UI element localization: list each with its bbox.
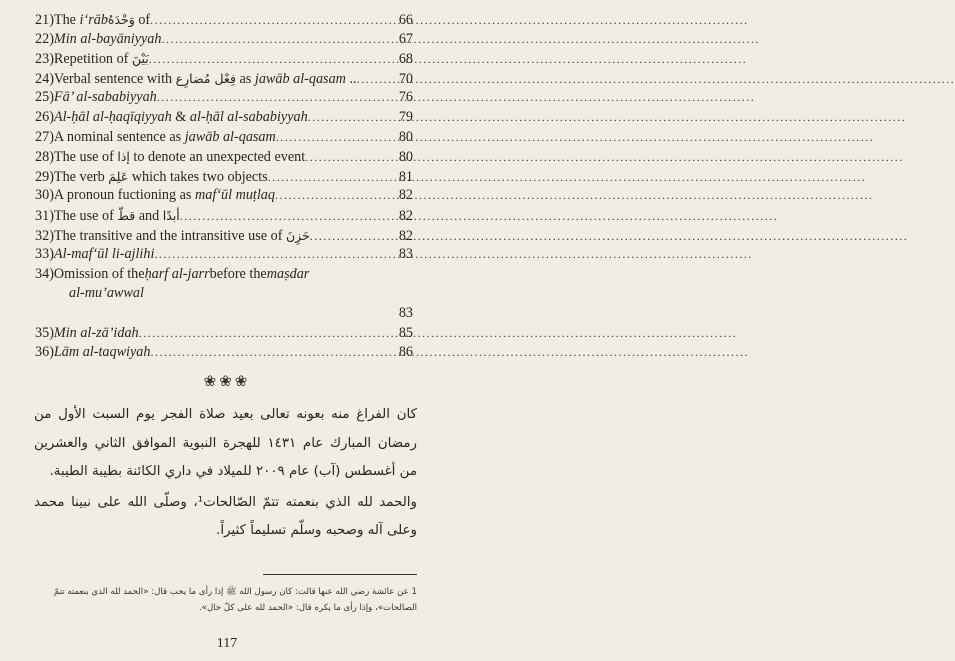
arabic-paragraph-2: والحمد لله الذي بنعمته تتمّ الصّالحات¹، وصلّى الله على نبينا محمد وعلى آله وصحبه وسلّم تسليماً كثيراً. <box>34 494 417 538</box>
toc-pre: Omission of the <box>53 265 145 282</box>
toc-page-number: 81 <box>398 168 413 185</box>
toc-page-number: 70 <box>398 70 413 87</box>
toc-it2: maf‘ūl muṭlaq <box>195 187 275 204</box>
toc-num: 22) <box>35 30 54 47</box>
toc-pre: The use of <box>53 207 118 224</box>
toc-entry <box>35 206 413 226</box>
toc-page-number: 66 <box>398 12 413 28</box>
toc-ar: إذا <box>117 149 130 165</box>
toc-num: 24) <box>35 70 54 87</box>
toc-post: to denote an unexpected event <box>129 149 306 166</box>
toc-it: Al-ḥāl al-ḥaqīqiyyah <box>53 108 172 125</box>
toc-post: before the <box>209 265 267 282</box>
toc-ar: حَزِنَ <box>285 227 310 243</box>
toc-page-number: 82 <box>398 207 413 224</box>
toc-num: 33) <box>35 246 54 263</box>
toc-entry-title <box>35 69 357 90</box>
toc-entry-title <box>35 324 139 344</box>
toc-entry <box>35 324 413 344</box>
toc-it: al-mu’awwal <box>69 285 144 302</box>
toc-num: 26) <box>35 108 54 125</box>
table-of-contents <box>35 10 413 363</box>
toc-it2: al-ḥāl al-sababiyyah <box>189 108 308 125</box>
dot-leader <box>276 128 397 148</box>
dot-leader <box>308 108 397 128</box>
toc-entry <box>35 343 413 363</box>
toc-it: Al-maf‘ūl li-ajlihi <box>53 246 155 263</box>
toc-post: & <box>171 108 190 125</box>
toc-page-number: 67 <box>398 30 413 47</box>
dot-leader <box>157 88 397 108</box>
toc-entry <box>35 88 413 108</box>
toc-post2: .. <box>345 70 357 87</box>
toc-num: 21) <box>35 12 54 28</box>
toc-num: 29) <box>35 168 54 185</box>
toc-it2: jawāb al-qasam <box>254 70 346 87</box>
toc-entry <box>35 265 413 285</box>
toc-num: 27) <box>35 128 54 145</box>
toc-pre: The transitive and the intransitive use of <box>53 227 286 244</box>
toc-entry-title <box>35 206 180 227</box>
arabic-closing-text <box>34 401 417 546</box>
toc-page-number: 82 <box>398 227 413 244</box>
page-number: 117 <box>216 636 238 651</box>
toc-entry <box>35 69 413 89</box>
toc-num: 30) <box>35 187 54 204</box>
toc-num: 34) <box>35 265 54 282</box>
toc-ar: عَلِمَ <box>108 168 129 184</box>
toc-entry-title <box>35 147 305 168</box>
toc-num: 32) <box>35 227 54 244</box>
toc-entry-title <box>35 245 154 265</box>
dot-leader <box>357 70 397 90</box>
toc-entry <box>35 108 413 128</box>
toc-entry <box>35 167 413 187</box>
toc-post: which takes two objects <box>128 168 268 185</box>
toc-num: 36) <box>35 344 54 361</box>
dot-leader <box>139 324 397 344</box>
toc-page-number: 79 <box>398 108 413 125</box>
toc-ar: وَحْدَهُ <box>107 12 135 27</box>
toc-num: 25) <box>35 89 54 106</box>
toc-entry-title <box>35 226 310 247</box>
dot-leader <box>150 343 396 363</box>
dot-leader <box>154 245 396 265</box>
toc-entry-title <box>35 108 308 128</box>
dot-leader <box>275 186 397 206</box>
footnote-divider <box>263 574 417 575</box>
toc-it: i‘rāb <box>79 12 108 28</box>
toc-it: maṣdar <box>266 265 310 282</box>
toc-num: 28) <box>35 149 54 166</box>
toc-num: 35) <box>35 324 54 341</box>
toc-ar: بَيْنَ <box>131 51 149 67</box>
toc-page-number: 82 <box>398 187 413 204</box>
toc-it: Fā’ al-sababiyyah <box>53 89 157 106</box>
toc-pre: The use of <box>53 149 118 166</box>
arabic-paragraph-1: كان الفراغ منه بعونه تعالى بعيد صلاة الفجر يوم السبت الأول من رمضان المبارك عام ١٤٣١ للهجرة النبوية الموافق الثاني والعشرين من أغسطس (آب) عام ٢٠٠٩ للميلاد في داري الكائنة بطيبة الطيبة. <box>34 407 417 479</box>
toc-page-number: 85 <box>398 324 413 341</box>
dot-leader <box>268 168 397 188</box>
toc-entry-title <box>35 10 150 31</box>
toc-it2: jawāb al-qasam <box>184 128 276 145</box>
toc-post: of <box>134 12 151 28</box>
toc-ar: قطّ <box>117 207 136 223</box>
toc-page-number: 83 <box>398 304 413 321</box>
toc-num: 31) <box>35 207 54 224</box>
toc-entry <box>35 245 413 265</box>
toc-it: ḥarf al-jarr <box>144 265 210 282</box>
flower-ornament: ❀❀❀ <box>203 372 251 390</box>
toc-entry <box>35 30 413 50</box>
dot-leader <box>180 207 397 227</box>
toc-page-number: 68 <box>398 51 413 68</box>
toc-entry <box>35 226 413 246</box>
toc-entry <box>35 128 413 148</box>
toc-entry <box>35 147 413 167</box>
toc-entry-title <box>35 186 275 206</box>
toc-post: as <box>235 70 255 87</box>
toc-entry-title <box>35 49 149 70</box>
toc-ar2: أبدًا <box>162 207 180 223</box>
toc-pre: Verbal sentence with <box>53 70 176 87</box>
toc-it: Min al-zā’idah <box>53 324 139 341</box>
dot-leader <box>310 227 397 247</box>
toc-entry-title <box>35 30 161 50</box>
toc-entry-continuation <box>35 284 413 304</box>
toc-page-number: 80 <box>398 149 413 166</box>
toc-page-number: 76 <box>398 89 413 106</box>
toc-it: Lām al-taqwiyah <box>53 344 151 361</box>
toc-page-number: 86 <box>398 344 413 361</box>
toc-entry <box>35 49 413 69</box>
dot-leader <box>161 30 396 50</box>
toc-entry <box>35 10 413 30</box>
toc-pre: Repetition of <box>53 51 132 68</box>
toc-ar: فِعْل مُضارِع <box>175 70 236 86</box>
toc-pre: The <box>53 12 80 28</box>
toc-page-number: 83 <box>398 246 413 263</box>
dot-leader <box>305 148 397 168</box>
toc-post: and <box>135 207 163 224</box>
toc-it: Min al-bayāniyyah <box>53 30 162 47</box>
toc-entry <box>35 304 413 324</box>
dot-leader <box>149 50 397 70</box>
dot-leader <box>150 11 397 31</box>
footnote: 1 عن عائشة رضي الله عنها قالت: كان رسول الله ﷺ إذا رأى ما يحب قال: «الحمد لله الذي بنعمته تتمّ الصالحات»، وإذا رأى ما يكره قال: «الحمد لله على كلّ حال». <box>53 587 417 613</box>
toc-pre: A nominal sentence as <box>53 128 185 145</box>
toc-pre: A pronoun fuctioning as <box>53 187 195 204</box>
toc-entry-title <box>35 343 150 363</box>
toc-num: 23) <box>35 51 54 68</box>
toc-entry-title <box>35 128 276 148</box>
toc-pre: The verb <box>53 168 109 185</box>
toc-page-number: 80 <box>398 128 413 145</box>
toc-entry <box>35 186 413 206</box>
toc-entry-title <box>35 167 268 188</box>
toc-entry-title <box>35 88 157 108</box>
